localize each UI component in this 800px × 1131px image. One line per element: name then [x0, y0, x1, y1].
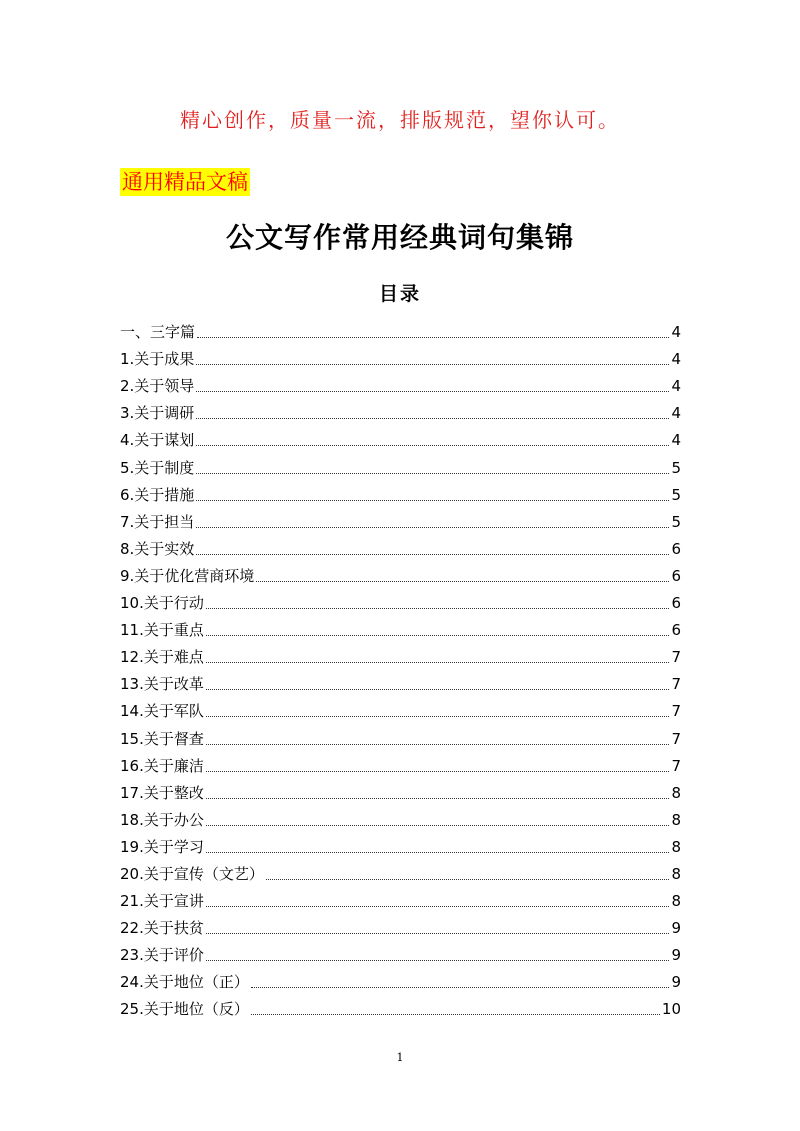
toc-entry-title: 17.关于整改 [120, 783, 204, 802]
toc-entry-title: 3.关于调研 [120, 404, 195, 423]
toc-dot-leader [197, 337, 669, 338]
toc-entry-page: 4 [671, 350, 681, 369]
toc-entry-title: 24.关于地位（正） [120, 973, 249, 992]
toc-entry[interactable] [120, 884, 681, 911]
toc-dot-leader [206, 933, 670, 934]
toc-entry[interactable] [120, 938, 681, 965]
toc-dot-leader [196, 554, 669, 555]
toc-entry-title: 7.关于担当 [120, 512, 195, 531]
toc-entry[interactable] [120, 803, 681, 830]
toc-dot-leader [266, 879, 670, 880]
toc-entry-page: 5 [671, 458, 681, 477]
toc-entry[interactable] [120, 450, 681, 477]
toc-entry-page: 7 [671, 675, 681, 694]
toc-dot-leader [206, 716, 670, 717]
toc-entry[interactable] [120, 396, 681, 423]
toc-entry-page: 7 [671, 702, 681, 721]
toc-entry[interactable] [120, 776, 681, 803]
toc-dot-leader [196, 527, 669, 528]
toc-entry[interactable] [120, 830, 681, 857]
toc-entry-title: 9.关于优化营商环境 [120, 566, 255, 585]
toc-dot-leader [196, 391, 669, 392]
toc-dot-leader [196, 500, 669, 501]
document-title: 公文写作常用经典词句集锦 [225, 221, 574, 254]
toc-entry[interactable] [120, 505, 681, 532]
toc-entry-title: 16.关于廉洁 [120, 756, 204, 775]
toc-dot-leader [196, 445, 669, 446]
page-number: 1 [396, 1051, 404, 1064]
toc-dot-leader [206, 662, 670, 663]
toc-entry[interactable] [120, 315, 681, 342]
toc-entry-title: 1.关于成果 [120, 350, 195, 369]
toc-entry-page: 8 [671, 892, 681, 911]
toc-dot-leader [206, 608, 670, 609]
table-of-contents [120, 315, 681, 1019]
toc-entry[interactable] [120, 694, 681, 721]
toc-entry-page: 7 [671, 729, 681, 748]
toc-dot-leader [206, 852, 670, 853]
toc-entry-page: 4 [671, 431, 681, 450]
toc-entry-page: 6 [671, 621, 681, 640]
toc-entry-page: 6 [671, 594, 681, 613]
toc-entry-page: 9 [671, 973, 681, 992]
toc-entry-title: 13.关于改革 [120, 675, 204, 694]
toc-entry-title: 20.关于宣传（文艺） [120, 864, 264, 883]
toc-entry-title: 22.关于扶贫 [120, 919, 204, 938]
toc-entry[interactable] [120, 667, 681, 694]
toc-dot-leader [196, 418, 669, 419]
toc-entry-page: 8 [671, 837, 681, 856]
toc-dot-leader [251, 987, 670, 988]
toc-entry[interactable] [120, 586, 681, 613]
toc-entry-page: 5 [671, 512, 681, 531]
toc-entry-page: 9 [671, 946, 681, 965]
toc-dot-leader [206, 960, 670, 961]
toc-entry[interactable] [120, 911, 681, 938]
toc-entry[interactable] [120, 369, 681, 396]
toc-entry-title: 25.关于地位（反） [120, 1000, 249, 1019]
toc-entry-title: 5.关于制度 [120, 458, 195, 477]
toc-entry[interactable] [120, 532, 681, 559]
toc-entry-title: 4.关于谋划 [120, 431, 195, 450]
toc-entry-page: 6 [671, 539, 681, 558]
toc-entry-title: 8.关于实效 [120, 539, 195, 558]
toc-entry[interactable] [120, 478, 681, 505]
toc-entry-title: 19.关于学习 [120, 837, 204, 856]
highlight-badge: 通用精品文稿 [122, 170, 248, 194]
toc-entry-title: 10.关于行动 [120, 594, 204, 613]
toc-entry-title: 12.关于难点 [120, 648, 204, 667]
toc-entry-title: 一、三字篇 [120, 323, 196, 342]
toc-entry-title: 2.关于领导 [120, 377, 195, 396]
toc-entry[interactable] [120, 965, 681, 992]
toc-entry-page: 7 [671, 756, 681, 775]
toc-entry[interactable] [120, 992, 681, 1019]
toc-entry-page: 4 [671, 323, 681, 342]
toc-entry-page: 4 [671, 377, 681, 396]
toc-entry[interactable] [120, 423, 681, 450]
toc-entry[interactable] [120, 721, 681, 748]
toc-dot-leader [196, 364, 669, 365]
toc-dot-leader [206, 744, 670, 745]
toc-entry-title: 21.关于宣讲 [120, 892, 204, 911]
toc-entry-title: 23.关于评价 [120, 946, 204, 965]
toc-entry-page: 6 [671, 566, 681, 585]
toc-entry-page: 4 [671, 404, 681, 423]
toc-entry-title: 11.关于重点 [120, 621, 204, 640]
toc-entry[interactable] [120, 613, 681, 640]
toc-dot-leader [206, 798, 670, 799]
toc-dot-leader [206, 906, 670, 907]
slogan-text: 精心创作，质量一流，排版规范，望你认可。 [180, 108, 620, 132]
toc-entry[interactable] [120, 559, 681, 586]
toc-entry[interactable] [120, 857, 681, 884]
toc-entry[interactable] [120, 640, 681, 667]
toc-entry-page: 5 [671, 485, 681, 504]
toc-entry-page: 10 [661, 1000, 681, 1019]
toc-entry-page: 7 [671, 648, 681, 667]
toc-entry-title: 14.关于军队 [120, 702, 204, 721]
toc-dot-leader [251, 1014, 660, 1015]
toc-dot-leader [256, 581, 669, 582]
toc-heading: 目录 [378, 283, 421, 305]
toc-entry[interactable] [120, 342, 681, 369]
toc-entry-title: 15.关于督查 [120, 729, 204, 748]
toc-dot-leader [206, 689, 670, 690]
toc-dot-leader [206, 825, 670, 826]
toc-dot-leader [206, 771, 670, 772]
toc-entry-page: 9 [671, 919, 681, 938]
toc-entry[interactable] [120, 749, 681, 776]
toc-entry-page: 8 [671, 864, 681, 883]
toc-entry-page: 8 [671, 783, 681, 802]
toc-dot-leader [196, 473, 669, 474]
toc-entry-page: 8 [671, 810, 681, 829]
toc-entry-title: 6.关于措施 [120, 485, 195, 504]
toc-entry-title: 18.关于办公 [120, 810, 204, 829]
toc-dot-leader [206, 635, 670, 636]
